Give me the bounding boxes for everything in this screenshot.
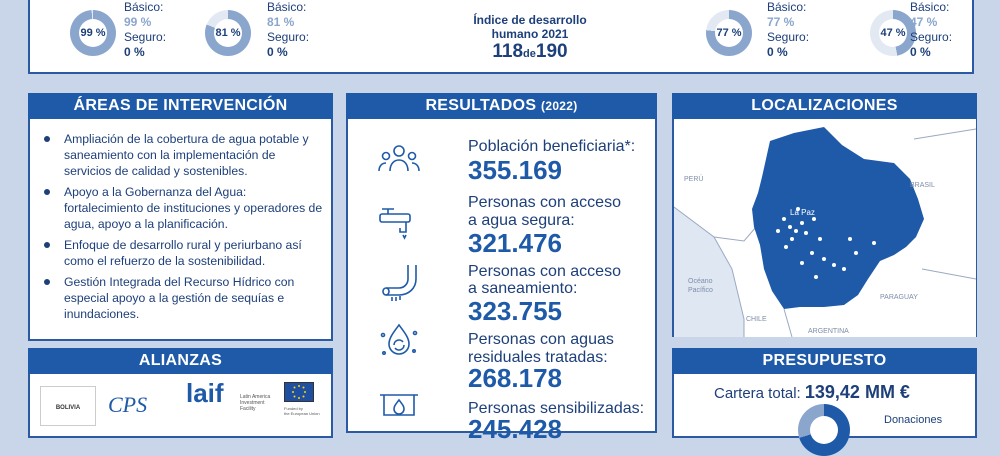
map-label-la-paz: La Paz <box>790 208 815 217</box>
presupuesto-panel <box>672 348 977 438</box>
coverage-ring: 47 % <box>870 10 916 56</box>
map-label-oceano: Océano <box>688 278 713 285</box>
top-band <box>28 0 974 74</box>
coverage-stats: Básico: 77 % Seguro: 0 % <box>767 0 810 59</box>
map-label-chile: CHILE <box>746 316 767 323</box>
bolivia-ministry-logo <box>40 386 96 426</box>
map-label-peru: PERÚ <box>684 176 704 183</box>
result-label: Población beneficiaria*: <box>468 138 636 155</box>
coverage-stats: Básico: 99 % Seguro: 0 % <box>124 0 167 59</box>
coverage-ring: 99 % <box>70 10 116 56</box>
bolivia-map <box>674 119 976 337</box>
presupuesto-title: PRESUPUESTO <box>672 348 977 374</box>
cartera-total: Cartera total: 139,42 MM € <box>714 382 910 402</box>
result-value: 355.169 <box>468 155 562 185</box>
result-value: 321.476 <box>468 228 562 258</box>
result-value: 323.755 <box>468 296 562 326</box>
result-value: 268.178 <box>468 363 562 393</box>
result-label: Personas sensibilizadas: <box>468 400 645 417</box>
map-label-pacifico: Pacífico <box>688 287 713 294</box>
list-item: Gestión Integrada del Recurso Hídrico con especial apoyo a la gestión de sequías e inundaciones. <box>38 274 323 322</box>
result-label: Personas con acceso <box>468 263 621 280</box>
water-tap-icon <box>378 201 420 241</box>
budget-donut <box>798 404 850 456</box>
map-label-paraguay: PARAGUAY <box>880 294 918 301</box>
eu-caption: Funded by the European Union <box>284 406 320 416</box>
list-item: Ampliación de la cobertura de agua potable y saneamiento con la implementación de servicios de calidad y sostenibles. <box>38 131 323 179</box>
coverage-ring: 77 % <box>706 10 752 56</box>
coverage-ring: 81 % <box>205 10 251 56</box>
hdi-block: Índice de desarrollo humano 2021 118de190 <box>473 13 587 62</box>
alianzas-title: ALIANZAS <box>28 348 333 374</box>
map-label-argentina: ARGENTINA <box>808 328 849 335</box>
cps-logo: CPS <box>108 392 148 417</box>
awareness-icon <box>378 389 420 429</box>
bolivia-logo-text: BOLIVIA <box>55 405 81 411</box>
areas-title: ÁREAS DE INTERVENCIÓN <box>28 93 333 119</box>
result-label: a saneamiento: <box>468 280 578 297</box>
localizaciones-panel <box>672 93 977 337</box>
people-group-icon <box>378 139 420 179</box>
map-label-brasil: BRASIL <box>910 182 935 189</box>
laif-subtitle: Latin America Investment Facility <box>240 394 271 412</box>
water-recycle-icon <box>378 321 420 361</box>
coverage-stats: Básico: 47 % Seguro: 0 % <box>910 0 953 59</box>
localizaciones-title: LOCALIZACIONES <box>672 93 977 119</box>
resultados-panel <box>346 93 657 444</box>
list-item: Apoyo a la Gobernanza del Agua: fortalecimiento de instituciones y operadores de agua, apoyo a la planificación. <box>38 184 323 232</box>
list-item: Enfoque de desarrollo rural y periurbano así como el refuerzo de la sostenibilidad. <box>38 237 323 269</box>
areas-panel <box>28 93 333 341</box>
coverage-stats: Básico: 81 % Seguro: 0 % <box>267 0 310 59</box>
areas-list <box>38 131 323 327</box>
donaciones-label: Donaciones <box>884 414 943 426</box>
laif-logo: laif <box>186 378 224 408</box>
result-label: Personas con aguas <box>468 331 614 348</box>
result-value: 245.428 <box>468 414 562 444</box>
result-label: residuales tratadas: <box>468 349 608 366</box>
result-label: Personas con acceso <box>468 194 621 211</box>
eu-flag-icon <box>284 382 314 402</box>
resultados-title: RESULTADOS (2022) <box>346 93 657 119</box>
sanitation-pipe-icon <box>378 263 420 303</box>
result-label: a agua segura: <box>468 212 575 229</box>
alianzas-panel <box>28 348 333 438</box>
